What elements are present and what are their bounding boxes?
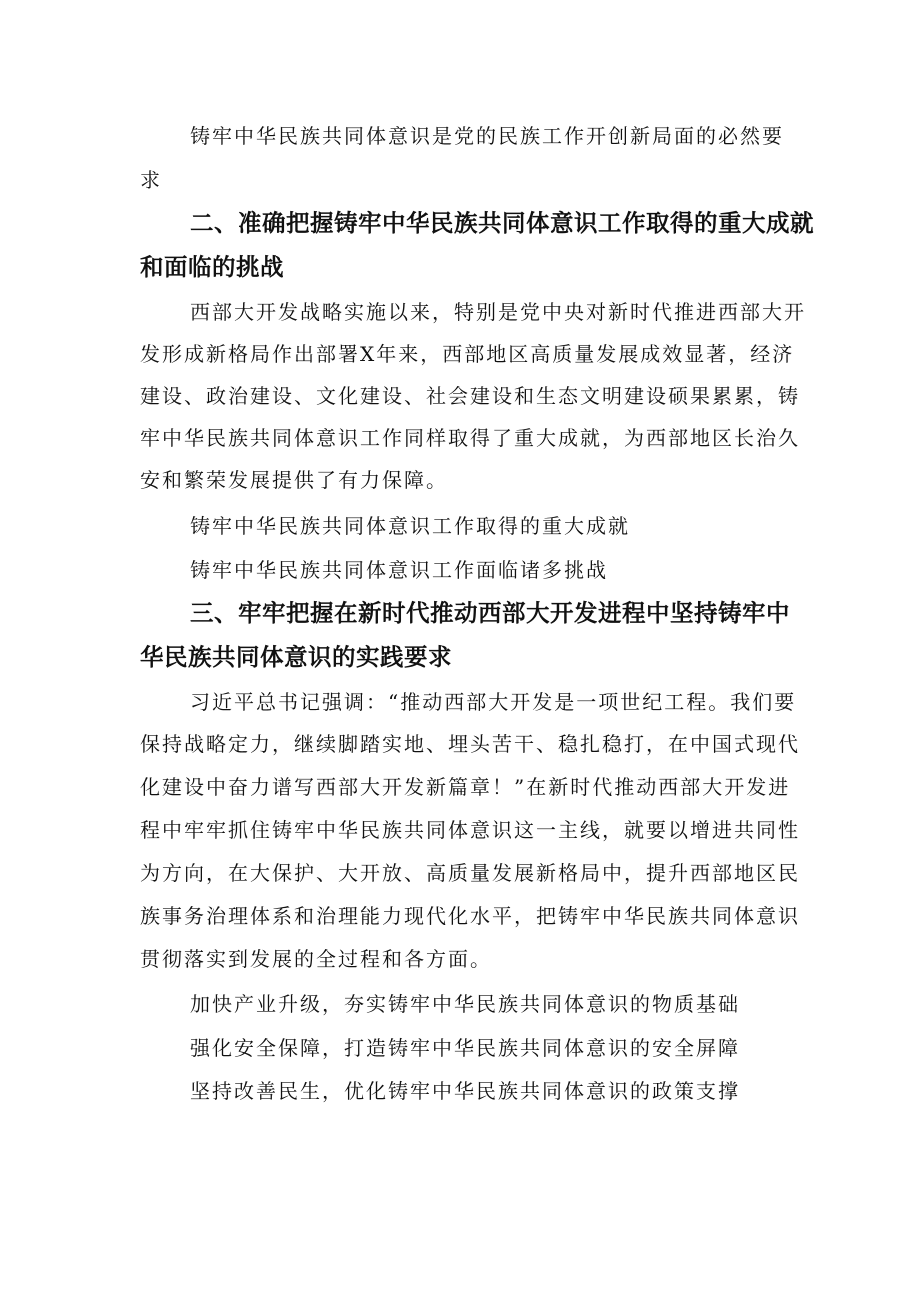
section2-heading: 二、准确把握铸牢中华民族共同体意识工作取得的重大成就 [190,209,814,237]
paragraph-line: 为方向，在大保护、大开放、高质量发展新格局中，提升西部地区民 [140,861,800,885]
section2-heading: 和面临的挑战 [140,253,284,281]
subheading-item: 铸牢中华民族共同体意识工作取得的重大成就 [190,514,630,538]
subheading-item: 铸牢中华民族共同体意识工作面临诸多挑战 [190,558,608,582]
paragraph-line: 化建设中奋力谱写西部大开发新篇章！”在新时代推动西部大开发进 [140,775,791,799]
paragraph-line: 建设、政治建设、文化建设、社会建设和生态文明建设硕果累累，铸 [140,384,800,408]
section3-heading: 华民族共同体意识的实践要求 [140,643,452,671]
paragraph-line: 西部大开发战略实施以来，特别是党中央对新时代推进西部大开 [190,300,806,324]
paragraph-line: 牢中华民族共同体意识工作同样取得了重大成就，为西部地区长治久 [140,426,800,450]
paragraph-line: 族事务治理体系和治理能力现代化水平，把铸牢中华民族共同体意识 [140,904,800,928]
subheading-item: 坚持改善民生，优化铸牢中华民族共同体意识的政策支撑 [190,1079,740,1103]
subheading-item: 加快产业升级，夯实铸牢中华民族共同体意识的物质基础 [190,992,740,1016]
paragraph-line: 程中牢牢抓住铸牢中华民族共同体意识这一主线，就要以增进共同性 [140,818,800,842]
paragraph-line: 安和繁荣发展提供了有力保障。 [140,468,448,492]
section1-line: 铸牢中华民族共同体意识是党的民族工作开创新局面的必然要 [190,124,784,148]
subheading-item: 强化安全保障，打造铸牢中华民族共同体意识的安全屏障 [190,1036,740,1060]
paragraph-line: 习近平总书记强调：“推动西部大开发是一项世纪工程。我们要 [190,690,797,714]
section3-heading: 三、牢牢把握在新时代推动西部大开发进程中坚持铸牢中 [190,599,790,627]
paragraph-line: 保持战略定力，继续脚踏实地、埋头苦干、稳扎稳打，在中国式现代 [140,732,800,756]
paragraph-line: 发形成新格局作出部署X年来，西部地区高质量发展成效显著，经济 [140,342,795,366]
paragraph-line: 贯彻落实到发展的全过程和各方面。 [140,947,492,971]
section1-line: 求 [140,168,162,192]
